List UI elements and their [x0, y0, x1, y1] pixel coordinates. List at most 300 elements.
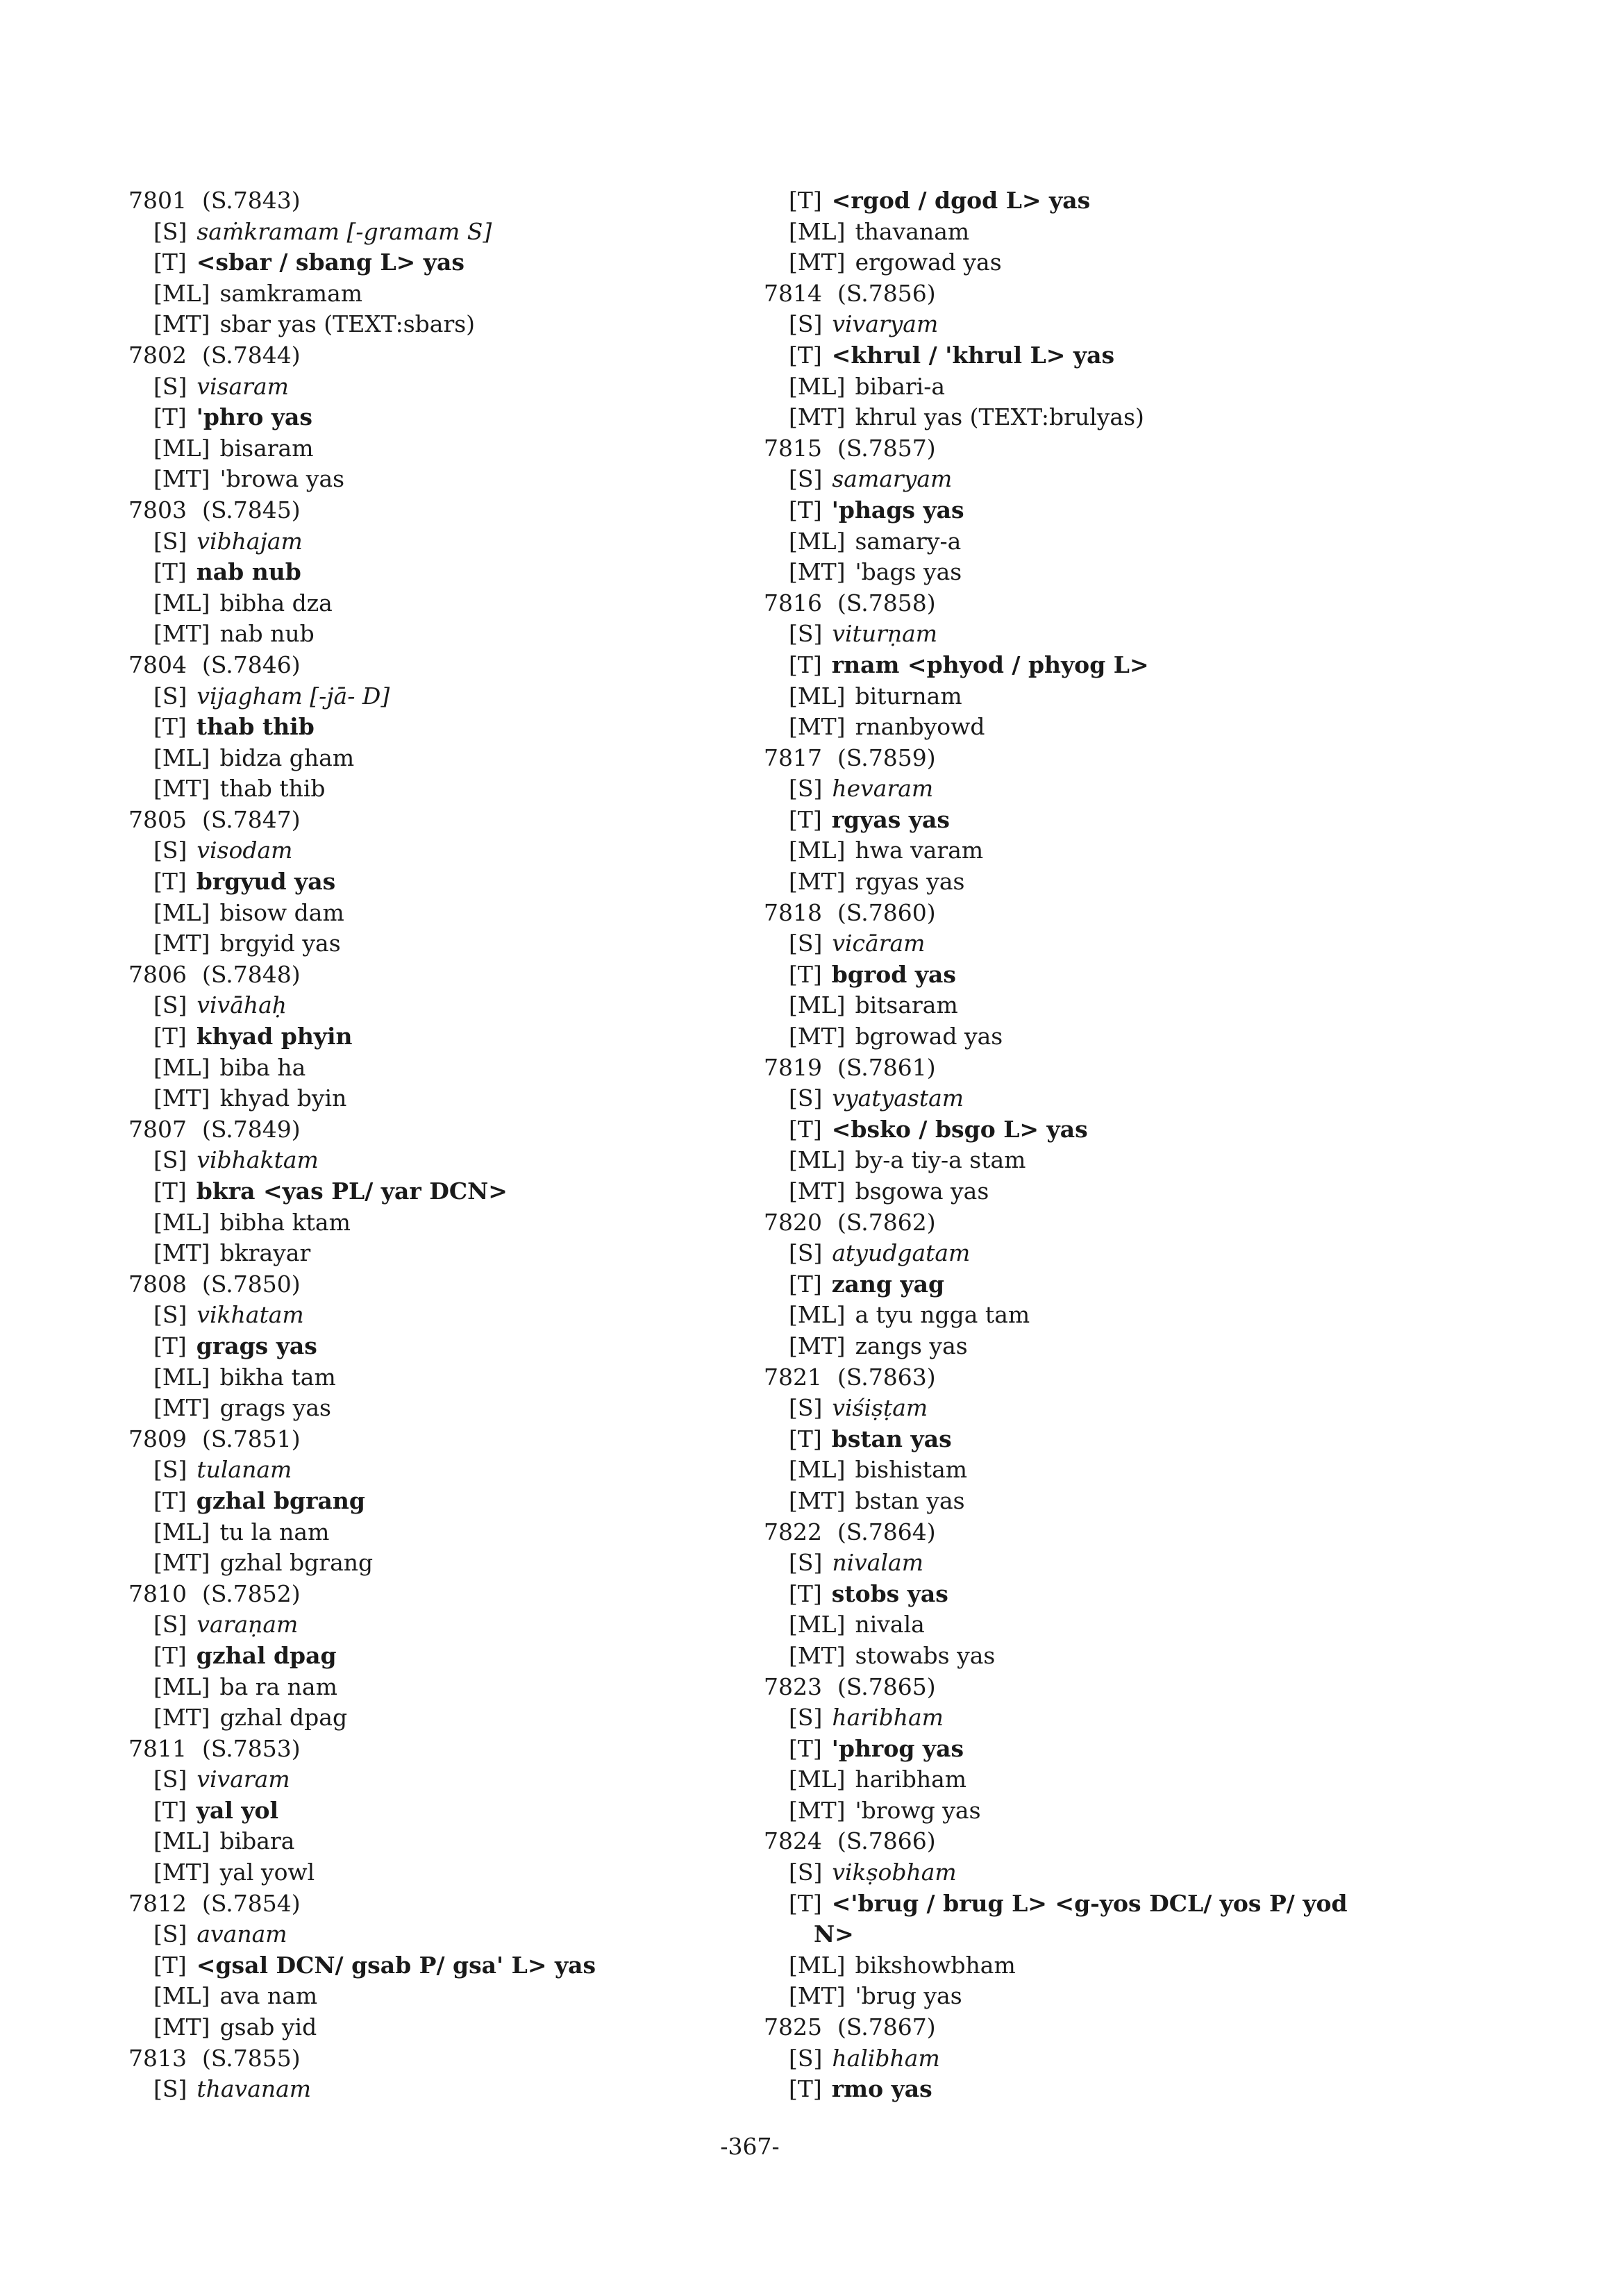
entry-line-t — [764, 1888, 1458, 1920]
line-value: rmo yas — [831, 2075, 932, 2103]
line-tag: [T] — [789, 341, 822, 369]
entry-line-s — [128, 526, 823, 558]
line-value: ba ra nam — [219, 1673, 337, 1700]
entry-reference: (S.7866) — [837, 1827, 936, 1855]
line-value: <gsal DCN/ gsab P/ gsa' L> yas — [196, 1951, 596, 1979]
entry-number: 7813 — [128, 2044, 187, 2072]
line-value: vijagham [-jā- D] — [196, 682, 390, 710]
entry-line-t — [764, 1734, 1458, 1765]
line-value: vikhatam — [196, 1301, 304, 1329]
line-tag: [S] — [789, 2044, 823, 2072]
entry-line-mt — [128, 1238, 823, 1269]
entry-heading — [764, 1207, 1458, 1239]
line-tag: [ML] — [789, 991, 846, 1019]
line-tag: [ML] — [153, 1518, 210, 1545]
dictionary-entry — [128, 2043, 823, 2105]
entry-line-s — [128, 1764, 823, 1795]
entry-line-mt — [128, 928, 823, 960]
entry-line-ml — [764, 1764, 1458, 1795]
line-tag: [ML] — [789, 837, 846, 864]
line-value: nab nub — [219, 620, 315, 648]
line-tag: [T] — [789, 1734, 822, 1762]
entry-reference: (S.7864) — [837, 1518, 936, 1545]
line-tag: [S] — [153, 372, 187, 400]
line-value: stobs yas — [831, 1579, 948, 1607]
entry-number: 7818 — [764, 898, 822, 926]
entry-reference: (S.7859) — [837, 744, 936, 771]
line-value: a tyu ngga tam — [855, 1301, 1030, 1329]
line-tag: [MT] — [789, 249, 846, 276]
line-value: vibhaktam — [196, 1146, 319, 1174]
entry-heading — [128, 340, 823, 371]
entry-line-t — [128, 1950, 823, 1981]
line-tag: [T] — [789, 805, 822, 833]
entry-line-ml — [128, 588, 823, 619]
line-tag: [T] — [153, 1796, 187, 1824]
entry-heading — [764, 1826, 1458, 1857]
entry-number: 7811 — [128, 1734, 187, 1762]
line-tag: [T] — [153, 868, 187, 896]
line-value: bgrod yas — [831, 960, 957, 988]
dictionary-entry — [764, 1362, 1458, 1517]
line-tag: [T] — [789, 1889, 822, 1917]
line-tag: [S] — [789, 775, 823, 803]
dictionary-entry — [764, 898, 1458, 1053]
line-value: rgyas yas — [855, 868, 965, 896]
line-tag: [ML] — [153, 744, 210, 771]
dictionary-entry — [128, 340, 823, 495]
line-value: N> — [814, 1920, 854, 1948]
entry-line-s — [764, 773, 1458, 805]
entry-line-t — [764, 805, 1458, 836]
dictionary-entry — [128, 1888, 823, 2043]
line-tag: [MT] — [789, 558, 846, 586]
entry-line-t — [128, 712, 823, 743]
entry-line-mt — [764, 1331, 1458, 1362]
entry-line-ml — [128, 898, 823, 929]
line-value: vicāram — [832, 930, 926, 957]
dictionary-entry — [764, 185, 1458, 278]
line-tag: [T] — [789, 1270, 822, 1298]
entry-line-s — [128, 1300, 823, 1331]
entry-heading — [128, 1269, 823, 1300]
line-value: ava nam — [219, 1982, 318, 2010]
line-tag: [MT] — [153, 620, 210, 648]
entry-reference: (S.7849) — [201, 1115, 301, 1143]
line-tag: [S] — [789, 1549, 823, 1577]
right-column — [764, 185, 1458, 2105]
entry-number: 7824 — [764, 1827, 822, 1855]
entry-heading — [128, 1579, 823, 1610]
line-tag: [T] — [789, 187, 822, 214]
entry-reference: (S.7852) — [201, 1579, 301, 1607]
entry-number: 7805 — [128, 805, 187, 833]
dictionary-entry — [128, 495, 823, 650]
entry-line-s — [764, 2043, 1458, 2075]
entry-reference: (S.7862) — [837, 1208, 936, 1236]
entry-line-s — [128, 1455, 823, 1486]
line-tag: [ML] — [153, 1208, 210, 1236]
line-tag: [MT] — [789, 1178, 846, 1205]
entry-number: 7807 — [128, 1115, 187, 1143]
entry-reference: (S.7850) — [201, 1270, 301, 1298]
entry-line-t — [128, 402, 823, 433]
line-tag: [T] — [789, 651, 822, 678]
entry-heading — [128, 805, 823, 836]
entry-number: 7803 — [128, 496, 187, 523]
line-value: biturnam — [855, 682, 962, 710]
entry-line-t-cont — [764, 1919, 1458, 1950]
line-value: <rgod / dgod L> yas — [831, 187, 1091, 214]
line-value: nivala — [855, 1611, 925, 1639]
line-tag: [T] — [153, 403, 187, 431]
entry-line-mt — [764, 402, 1458, 433]
entry-reference: (S.7865) — [837, 1673, 936, 1700]
entry-line-mt — [128, 2012, 823, 2043]
dictionary-entry — [128, 1424, 823, 1579]
entry-number: 7814 — [764, 279, 822, 307]
line-tag: [MT] — [153, 1549, 210, 1577]
line-value: khyad byin — [219, 1084, 347, 1112]
line-value: bikha tam — [219, 1363, 336, 1391]
line-value: bibara — [219, 1827, 295, 1855]
entry-reference: (S.7861) — [837, 1053, 936, 1081]
line-value: <'brug / brug L> <g-yos DCL/ yos P/ yod — [831, 1889, 1348, 1917]
entry-line-s — [128, 2074, 823, 2105]
entry-number: 7806 — [128, 960, 187, 988]
entry-heading — [764, 278, 1458, 310]
line-value: bstan yas — [831, 1425, 952, 1452]
line-tag: [MT] — [153, 930, 210, 957]
entry-line-ml — [764, 1455, 1458, 1486]
line-value: atyudgatam — [832, 1239, 971, 1267]
entry-reference: (S.7857) — [837, 434, 936, 462]
entry-line-s — [764, 309, 1458, 340]
line-value: visodam — [196, 837, 293, 864]
line-value: tu la nam — [219, 1518, 330, 1545]
entry-line-t — [128, 557, 823, 588]
entry-line-ml — [764, 1145, 1458, 1176]
entry-line-ml — [764, 990, 1458, 1021]
entry-line-t — [764, 1424, 1458, 1455]
entry-line-s — [128, 990, 823, 1021]
entry-reference: (S.7858) — [837, 589, 936, 617]
entry-line-ml — [764, 835, 1458, 866]
entry-line-mt — [764, 557, 1458, 588]
dictionary-entry — [764, 588, 1458, 743]
entry-reference: (S.7854) — [201, 1889, 301, 1917]
line-tag: [T] — [789, 1579, 822, 1607]
dictionary-entry — [764, 1207, 1458, 1362]
line-value: <khrul / 'khrul L> yas — [831, 341, 1115, 369]
entry-line-mt — [764, 247, 1458, 278]
line-tag: [T] — [153, 713, 187, 741]
entry-line-mt — [128, 773, 823, 805]
line-value: halibham — [832, 2044, 940, 2072]
line-value: by-a tiy-a stam — [855, 1146, 1026, 1174]
dictionary-entry — [128, 650, 823, 805]
entry-line-ml — [128, 743, 823, 774]
entry-reference: (S.7848) — [201, 960, 301, 988]
entry-line-mt — [764, 1021, 1458, 1053]
entry-line-t — [128, 1021, 823, 1053]
entry-line-s — [128, 835, 823, 866]
line-tag: [S] — [789, 1084, 823, 1112]
left-column — [128, 185, 823, 2105]
line-tag: [MT] — [789, 1982, 846, 2010]
entry-reference: (S.7847) — [201, 805, 301, 833]
entry-line-s — [764, 928, 1458, 960]
line-value: rgyas yas — [831, 805, 950, 833]
entry-line-t — [128, 866, 823, 898]
entry-number: 7819 — [764, 1053, 822, 1081]
entry-line-mt — [128, 1393, 823, 1424]
entry-line-mt — [764, 1795, 1458, 1827]
line-value: vivaram — [196, 1766, 290, 1793]
line-value: visaram — [196, 372, 289, 400]
line-value: 'browg yas — [855, 1796, 981, 1824]
line-tag: [MT] — [153, 1704, 210, 1732]
entry-heading — [764, 1362, 1458, 1393]
line-tag: [T] — [153, 1951, 187, 1979]
line-value: thavanam — [196, 2075, 312, 2103]
entry-reference: (S.7843) — [201, 187, 301, 214]
line-value: 'browa yas — [219, 465, 345, 493]
entry-line-ml — [128, 1826, 823, 1857]
line-value: vibhajam — [196, 527, 303, 555]
line-tag: [S] — [153, 217, 187, 245]
line-tag: [MT] — [153, 1084, 210, 1112]
line-tag: [S] — [789, 1239, 823, 1267]
entry-line-s — [764, 464, 1458, 495]
entry-line-mt — [764, 866, 1458, 898]
line-value: samkramam — [219, 279, 363, 307]
dictionary-entry — [764, 278, 1458, 433]
line-tag: [T] — [153, 558, 187, 586]
entry-line-s — [764, 1083, 1458, 1114]
entry-heading — [128, 1114, 823, 1146]
entry-reference: (S.7851) — [201, 1425, 301, 1452]
line-value: viśiṣṭam — [832, 1394, 928, 1422]
dictionary-entry — [764, 2012, 1458, 2105]
entry-number: 7802 — [128, 341, 187, 369]
line-value: bisow dam — [219, 898, 344, 926]
line-tag: [T] — [153, 1486, 187, 1514]
entry-reference: (S.7855) — [201, 2044, 301, 2072]
dictionary-entry — [128, 185, 823, 340]
line-value: bibha ktam — [219, 1208, 351, 1236]
entry-line-t — [128, 1795, 823, 1827]
line-tag: [S] — [153, 2075, 187, 2103]
entry-line-mt — [764, 1176, 1458, 1207]
line-tag: [S] — [153, 837, 187, 864]
entry-line-s — [764, 1702, 1458, 1734]
line-value: stowabs yas — [855, 1641, 996, 1669]
line-tag: [S] — [153, 527, 187, 555]
line-tag: [ML] — [153, 1053, 210, 1081]
entry-line-ml — [128, 1362, 823, 1393]
line-tag: [MT] — [789, 403, 846, 431]
entry-line-t — [128, 247, 823, 278]
entry-line-mt — [764, 1486, 1458, 1517]
entry-heading — [128, 495, 823, 526]
entry-line-ml — [128, 1672, 823, 1703]
entry-line-s — [764, 1548, 1458, 1579]
line-tag: [T] — [153, 1641, 187, 1669]
entry-number: 7822 — [764, 1518, 822, 1545]
line-value: biba ha — [219, 1053, 306, 1081]
line-tag: [MT] — [153, 1394, 210, 1422]
line-tag: [T] — [153, 1178, 187, 1205]
entry-line-mt — [128, 1857, 823, 1888]
entry-number: 7809 — [128, 1425, 187, 1452]
line-tag: [T] — [789, 1425, 822, 1452]
line-value: vyatyastam — [832, 1084, 964, 1112]
entry-number: 7825 — [764, 2013, 822, 2041]
entry-line-ml — [128, 433, 823, 464]
line-value: <bsko / bsgo L> yas — [831, 1115, 1088, 1143]
entry-line-mt — [128, 1548, 823, 1579]
line-value: samaryam — [832, 465, 953, 493]
line-value: yal yol — [196, 1796, 279, 1824]
entry-heading — [128, 1888, 823, 1920]
line-tag: [S] — [153, 1920, 187, 1948]
line-value: bstan yas — [855, 1486, 965, 1514]
line-tag: [S] — [789, 465, 823, 493]
line-tag: [MT] — [789, 868, 846, 896]
line-value: khyad phyin — [196, 1023, 353, 1050]
line-value: samary-a — [855, 527, 962, 555]
entry-line-t — [764, 1269, 1458, 1300]
entry-line-ml — [764, 1609, 1458, 1641]
entry-line-s — [764, 1857, 1458, 1888]
entry-heading — [764, 433, 1458, 464]
line-tag: [T] — [789, 1115, 822, 1143]
entry-line-t — [128, 1176, 823, 1207]
entry-heading — [128, 185, 823, 217]
entry-line-mt — [764, 1981, 1458, 2012]
entry-line-ml — [128, 1517, 823, 1548]
line-value: 'phro yas — [196, 403, 312, 431]
entry-reference: (S.7867) — [837, 2013, 936, 2041]
line-tag: [ML] — [789, 1611, 846, 1639]
line-tag: [MT] — [789, 1641, 846, 1669]
line-tag: [ML] — [789, 372, 846, 400]
entry-heading — [128, 2043, 823, 2075]
entry-line-mt — [764, 712, 1458, 743]
line-tag: [ML] — [153, 1827, 210, 1855]
line-value: hwa varam — [855, 837, 984, 864]
line-tag: [T] — [153, 249, 187, 276]
entry-line-mt — [128, 1083, 823, 1114]
entry-heading — [764, 1517, 1458, 1548]
entry-line-ml — [764, 526, 1458, 558]
entry-heading — [764, 743, 1458, 774]
entry-heading — [128, 960, 823, 991]
line-value: varaṇam — [196, 1611, 299, 1639]
line-tag: [MT] — [789, 1796, 846, 1824]
entry-heading — [764, 898, 1458, 929]
line-tag: [ML] — [153, 434, 210, 462]
entry-line-ml — [764, 1300, 1458, 1331]
entry-line-s — [764, 619, 1458, 650]
entry-line-ml — [128, 1981, 823, 2012]
line-tag: [S] — [153, 1456, 187, 1484]
line-tag: [S] — [789, 620, 823, 648]
entry-line-t — [764, 1579, 1458, 1610]
line-value: haribham — [855, 1766, 967, 1793]
line-value: yal yowl — [219, 1859, 315, 1886]
entry-line-ml — [764, 681, 1458, 712]
entry-line-t — [764, 495, 1458, 526]
dictionary-entry — [128, 960, 823, 1114]
entry-heading — [764, 1672, 1458, 1703]
entry-number: 7820 — [764, 1208, 822, 1236]
line-value: 'phags yas — [831, 496, 964, 523]
dictionary-entry — [764, 1826, 1458, 2012]
line-tag: [ML] — [153, 589, 210, 617]
entry-line-s — [764, 1238, 1458, 1269]
line-tag: [S] — [153, 682, 187, 710]
line-tag: [ML] — [789, 217, 846, 245]
line-value: bitsaram — [855, 991, 958, 1019]
line-tag: [S] — [789, 310, 823, 338]
entry-heading — [128, 1424, 823, 1455]
line-tag: [S] — [789, 930, 823, 957]
entry-number: 7804 — [128, 651, 187, 678]
dictionary-entry — [764, 1517, 1458, 1672]
line-value: rnanbyowd — [855, 713, 985, 741]
line-tag: [MT] — [789, 713, 846, 741]
entry-reference: (S.7845) — [201, 496, 301, 523]
entry-line-s — [764, 1393, 1458, 1424]
entry-reference: (S.7863) — [837, 1363, 936, 1391]
line-value: 'phrog yas — [831, 1734, 964, 1762]
line-value: bgrowad yas — [855, 1023, 1003, 1050]
entry-line-s — [128, 1919, 823, 1950]
line-value: 'brug yas — [855, 1982, 962, 2010]
line-value: grags yas — [219, 1394, 331, 1422]
entry-line-ml — [128, 1207, 823, 1239]
line-value: avanam — [196, 1920, 287, 1948]
entry-number: 7821 — [764, 1363, 822, 1391]
line-value: gsab yid — [219, 2013, 317, 2041]
entry-line-ml — [128, 1053, 823, 1084]
line-tag: [T] — [153, 1332, 187, 1359]
entry-number: 7808 — [128, 1270, 187, 1298]
line-value: <sbar / sbang L> yas — [196, 249, 464, 276]
dictionary-entry — [128, 1579, 823, 1734]
line-tag: [T] — [153, 1023, 187, 1050]
line-tag: [MT] — [153, 2013, 210, 2041]
line-value: thavanam — [855, 217, 970, 245]
entry-line-t — [128, 1331, 823, 1362]
entry-number: 7816 — [764, 589, 822, 617]
line-value: thab thib — [219, 775, 326, 803]
line-value: nab nub — [196, 558, 301, 586]
line-tag: [ML] — [789, 682, 846, 710]
line-value: tulanam — [196, 1456, 292, 1484]
line-tag: [T] — [789, 2075, 822, 2103]
dictionary-entry — [128, 1734, 823, 1888]
line-tag: [T] — [789, 496, 822, 523]
line-tag: [ML] — [789, 1301, 846, 1329]
line-tag: [MT] — [789, 1486, 846, 1514]
line-tag: [S] — [789, 1704, 823, 1732]
line-tag: [S] — [153, 991, 187, 1019]
line-value: sbar yas (TEXT:sbars) — [219, 310, 476, 338]
entry-heading — [128, 650, 823, 681]
